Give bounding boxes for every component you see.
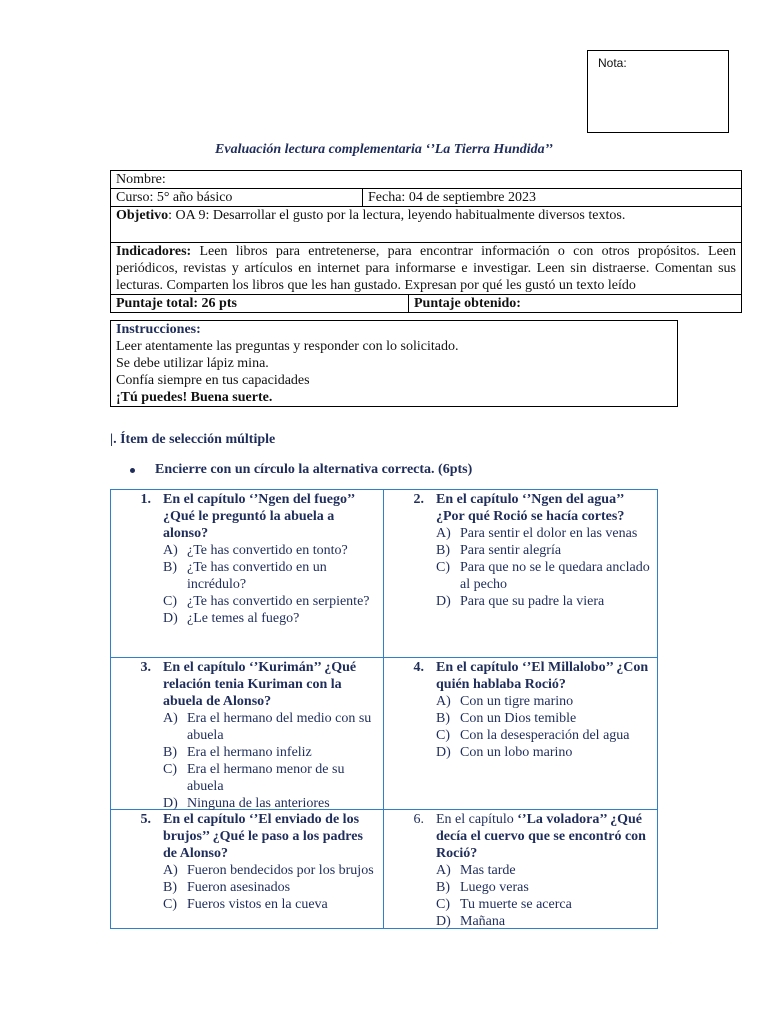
row-objetivo: [111, 207, 741, 243]
question-1: [111, 490, 384, 658]
question-text: En el capítulo ‘’La voladora’’ ¿Qué decía el cuervo que se encontró con Roció?: [436, 812, 646, 861]
question-number: 1.: [140, 492, 151, 507]
question-number: 6.: [413, 812, 424, 827]
question-number: 2.: [413, 492, 424, 507]
option-b[interactable]: B) Luego veras: [436, 880, 529, 895]
question-grid: [110, 489, 658, 929]
fecha-cell: Fecha: 04 de septiembre 2023: [368, 190, 536, 205]
grade-box: [587, 50, 729, 133]
curso-cell: Curso: 5° año básico: [111, 189, 363, 206]
option-b[interactable]: B) Era el hermano infeliz: [163, 745, 312, 760]
objetivo-text: : OA 9: Desarrollar el gusto por la lectura, leyendo habitualmente diversos textos.: [168, 208, 626, 223]
info-table: [110, 170, 742, 313]
row-indicadores: [111, 243, 741, 295]
instruction-line: Leer atentamente las preguntas y responder con lo solicitado.: [116, 339, 459, 354]
instruction-line: Confía siempre en tus capacidades: [116, 373, 310, 388]
puntaje-obtenido-cell[interactable]: Puntaje obtenido:: [414, 296, 521, 311]
indicadores-cell: [111, 243, 741, 294]
question-number: 5.: [140, 812, 151, 827]
question-text: En el capítulo ‘’El enviado de los brujos’’ ¿Qué le paso a los padres de Alonso?: [163, 812, 363, 861]
option-c[interactable]: C) Tu muerte se acerca: [436, 897, 572, 912]
question-text: En el capítulo ‘’El Millalobo’’ ¿Con quién hablaba Roció?: [436, 660, 649, 692]
option-a[interactable]: A) Era el hermano del medio con su abuela: [163, 711, 372, 743]
indicadores-text: Leen libros para entretenerse, para encontrar información o con otros propósitos. Leen periódicos, revistas y artículos en internet para informarse e investigar. Leen sin distraerse. Comentan sus lecturas. Comparten los libros que les han gustado. Expresan por qué les gustó un texto leído: [116, 244, 736, 293]
indicadores-label: Indicadores:: [116, 244, 192, 259]
question-4: [384, 658, 657, 810]
option-b[interactable]: B) Fueron asesinados: [163, 880, 291, 895]
option-b[interactable]: B) Para sentir alegría: [436, 543, 562, 558]
question-3: [111, 658, 384, 810]
question-text: En el capítulo ‘’Ngen del fuego’’ ¿Qué le preguntó la abuela a alonso?: [163, 492, 355, 541]
option-a[interactable]: A) Para sentir el dolor en las venas: [436, 526, 638, 541]
option-d[interactable]: D) ¿Le temes al fuego?: [163, 611, 300, 626]
instructions-box: [110, 320, 678, 407]
bullet-instruction: [130, 462, 472, 478]
option-c[interactable]: C) Con la desesperación del agua: [436, 728, 630, 743]
option-c[interactable]: C) Fueros vistos en la cueva: [163, 897, 328, 912]
row-puntaje: [111, 295, 741, 312]
question-2: [384, 490, 657, 658]
nombre-field[interactable]: Nombre:: [116, 172, 166, 187]
question-number: 4.: [413, 660, 424, 675]
option-d[interactable]: D) Para que su padre la viera: [436, 594, 605, 609]
instructions-closing: ¡Tú puedes! Buena suerte.: [116, 390, 273, 405]
objetivo-cell: [111, 207, 630, 242]
puntaje-total-cell: Puntaje total: 26 pts: [111, 295, 409, 312]
question-text: En el capítulo ‘’Kurimán’’ ¿Qué relación tenia Kuriman con la abuela de Alonso?: [163, 660, 357, 709]
question-number: 3.: [140, 660, 151, 675]
question-6: [384, 810, 657, 928]
option-a[interactable]: A) Fueron bendecidos por los brujos: [163, 863, 374, 878]
option-c[interactable]: C) Para que no se le quedara anclado al pecho: [436, 560, 650, 592]
option-d[interactable]: D) Mañana: [436, 914, 506, 929]
instruction-line: Se debe utilizar lápiz mina.: [116, 356, 269, 371]
objetivo-label: Objetivo: [116, 208, 169, 223]
grade-label: Nota:: [598, 56, 627, 70]
option-a[interactable]: A) Con un tigre marino: [436, 694, 574, 709]
option-d[interactable]: D) Ninguna de las anteriores: [163, 796, 330, 811]
bullet-icon: [130, 468, 135, 473]
question-text: En el capítulo ‘’Ngen del agua’’ ¿Por qué Roció se hacía cortes?: [436, 492, 625, 524]
option-b[interactable]: B) ¿Te has convertido en un incrédulo?: [163, 560, 327, 592]
row-curso-fecha: [111, 189, 741, 207]
row-nombre: [111, 171, 741, 189]
question-5: [111, 810, 384, 928]
option-c[interactable]: C) ¿Te has convertido en serpiente?: [163, 594, 370, 609]
option-a[interactable]: A) Mas tarde: [436, 863, 516, 878]
instructions-label: Instrucciones:: [116, 322, 201, 337]
option-c[interactable]: C) Era el hermano menor de su abuela: [163, 762, 345, 794]
document-title: Evaluación lectura complementaria ‘’La Tierra Hundida’’: [215, 142, 553, 157]
option-a[interactable]: A) ¿Te has convertido en tonto?: [163, 543, 348, 558]
option-d[interactable]: D) Con un lobo marino: [436, 745, 573, 760]
option-b[interactable]: B) Con un Dios temible: [436, 711, 577, 726]
section-title: |. Ítem de selección múltiple: [110, 432, 276, 447]
bullet-instruction-text: Encierre con un círculo la alternativa correcta. (6pts): [155, 462, 473, 477]
